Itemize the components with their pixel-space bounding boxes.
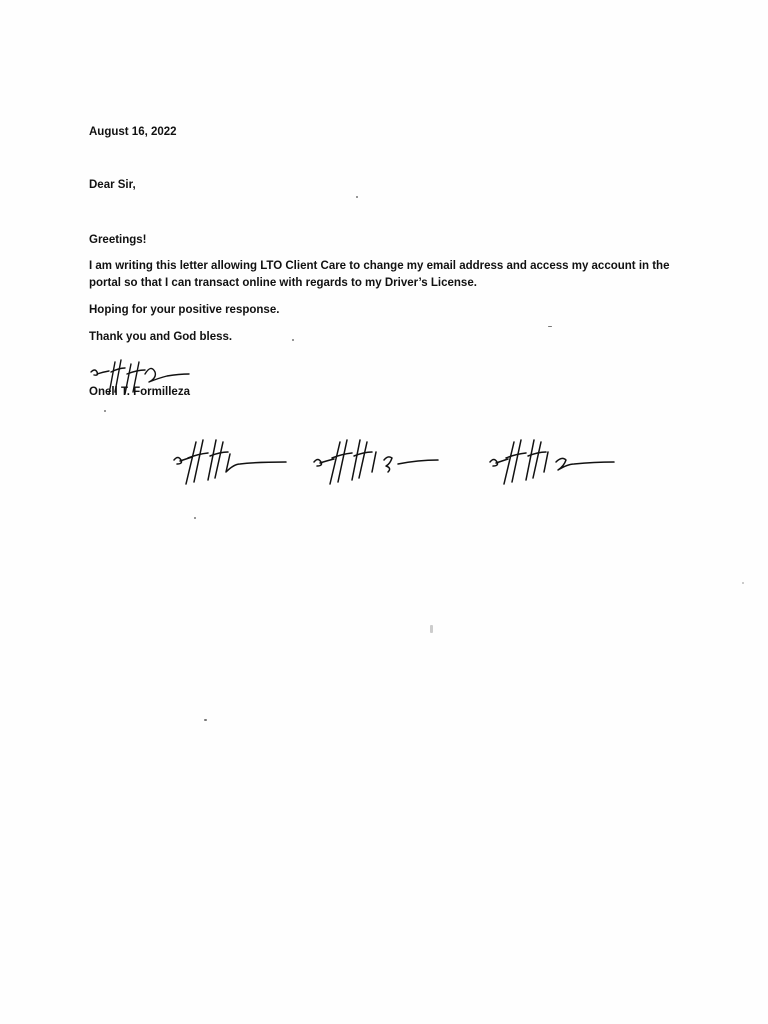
letter-paragraph: I am writing this letter allowing LTO Client Care to change my email address and access my account in the portal so that I can transact online with regards to my Driver’s License. xyxy=(89,260,670,289)
signature-main xyxy=(89,358,199,398)
scan-speck xyxy=(548,326,552,327)
scan-speck xyxy=(204,719,207,721)
signature-sample-1 xyxy=(170,432,290,488)
signer-name: Onell T. Formilleza xyxy=(89,386,190,398)
scan-speck xyxy=(742,582,744,584)
letter-salutation: Dear Sir, xyxy=(89,179,136,191)
letter-thanks: Thank you and God bless. xyxy=(89,331,233,343)
scan-speck xyxy=(194,517,196,519)
letter-closing-line: Hoping for your positive response. xyxy=(89,304,280,316)
scan-speck xyxy=(292,339,294,341)
letter-greeting: Greetings! xyxy=(89,234,147,246)
letter-date: August 16, 2022 xyxy=(89,126,177,138)
signature-sample-3 xyxy=(486,432,616,488)
scan-speck xyxy=(430,625,433,633)
scan-speck xyxy=(356,196,358,198)
signature-sample-2 xyxy=(310,432,440,488)
scan-speck xyxy=(104,410,106,412)
